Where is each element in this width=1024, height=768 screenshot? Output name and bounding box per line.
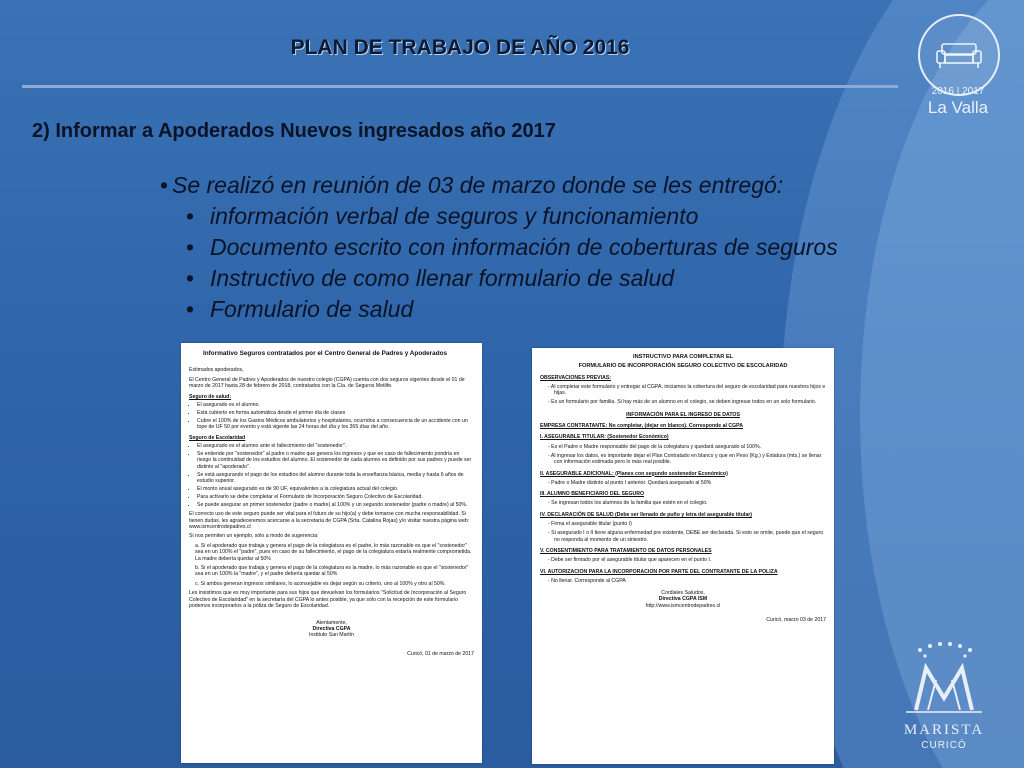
doc1-example: b. Si el apoderado que trabaja y genera el pago de la colegiatura es la madre, lo más razonable es que el "sostenedor" sea en un 100% la "madre", y el padre debería quedar al 50% — [195, 565, 469, 578]
logo-name: La Valla — [927, 98, 989, 117]
doc2-item: - Es el Padre o Madre responsable del pago de la colegiatura y quedará asegurado al 100%. — [548, 443, 762, 450]
marista-city: CURICÓ — [921, 740, 967, 751]
doc1-salud-list — [189, 402, 474, 431]
doc1-sign-line: Instituto San Martín — [309, 632, 354, 639]
doc2-title: FORMULARIO DE INCORPORACIÓN SEGURO COLECTIVO DE ESCOLARIDAD — [578, 363, 788, 370]
doc2-title: INSTRUCTIVO PARA COMPLETAR EL — [633, 354, 733, 360]
list-item: • Se puede asegurar un primer sostenedor (padre o madre) al 100% y un segundo sostenedor (padre o madre) al 50%. — [197, 502, 474, 508]
doc2-section-title: VI. AUTORIZACION PARA LA INCORPORACION POR PARTE DEL CONTRATANTE DE LA POLIZA — [540, 568, 778, 575]
marista-emblem-icon — [898, 640, 990, 720]
doc2-section-title: II. ASEGURABLE ADICIONAL: (Planes con segundo sostenedor Económico) — [540, 470, 728, 477]
bullet-dot: • — [186, 265, 195, 291]
sofa-icon — [934, 40, 984, 70]
list-item: • El asegurado es el alumno ante el fallecimiento del "sostenedor". — [197, 443, 474, 449]
doc2-section-title: INFORMACIÓN PARA EL INGRESO DE DATOS — [626, 411, 740, 418]
sub-bullet — [160, 294, 838, 325]
doc2-section-title: V. CONSENTIMIENTO PARA TRATAMIENTO DE DATOS PERSONALES — [540, 547, 712, 554]
la-valla-logo — [918, 14, 1000, 96]
doc2-item: - Es un formulario por familia. Si hay más de un alumno en el colegio, se deben ingresar todos en un solo formulario. — [548, 399, 817, 406]
logo-years: 2016 | 2017 — [931, 86, 985, 97]
doc2-signature — [540, 590, 826, 609]
bullet-dot: • — [186, 296, 195, 322]
doc2-item: - Firma el asegurable titular (punto I) — [548, 521, 632, 528]
doc2-section-title: IV. DECLARACIÓN DE SALUD (Debe ser llenado de puño y letra del asegurable titular) — [540, 511, 752, 518]
doc2-section-title: OBSERVACIONES PREVIAS: — [540, 374, 612, 381]
doc1-example: a. Si el apoderado que trabaja y genera el pago de la colegiatura es el padre, lo más razonable es que el "sostenedor" sea en un 100% el "padre", pues en caso de su fallecimiento, el pago de la colegiatura estaría realmente comprometida. La madre debería quedar al 50% — [195, 542, 472, 562]
slide-title: PLAN DE TRABAJO DE AÑO 2016 — [290, 36, 630, 59]
title-divider — [22, 85, 898, 88]
doc2-sign-line: http://www.ismcentrodepadres.cl — [645, 602, 721, 609]
doc1-greeting: Estimados apoderados, — [189, 367, 244, 374]
sub-bullet — [160, 232, 838, 263]
list-item: • Se entiende por "sostenedor" al padre o madre que genera los ingresos y que en caso de fallecimiento pondría en riesgo la continuidad de los estudios del alumno. El sostenedor de cada alumno es definido por sus padres y puede ser distinto al "apoderado". — [197, 451, 474, 470]
list-item: • Está cubierto en forma automática desde el primer día de clases — [197, 410, 474, 416]
doc2-item: - Si asegurado I o II tiene alguna enfermedad pre existente, DEBE ser declarada. Si esto se omite, puede que el seguro no responda al momento de un siniestro. — [548, 530, 824, 543]
doc1-date: Curicó, 01 de marzo de 2017 — [407, 650, 474, 657]
list-item: • El asegurado es el alumno. — [197, 402, 474, 408]
list-item: • Se está asegurando el pago de los estudios del alumno durante toda la enseñanza básica, media y hasta 6 años de estudio superior. — [197, 472, 474, 485]
sub-bullet — [160, 201, 838, 232]
doc2-section-title: EMPRESA CONTRATANTE: No completar, (dejar en blanco). Corresponde al CGPA — [540, 423, 744, 430]
bullet-dot: • — [186, 234, 195, 260]
doc2-item: - No llenar. Corresponde al CGPA — [548, 577, 626, 584]
doc1-title: Informativo Seguros contratados por el Centro General de Padres y Apoderados — [203, 350, 448, 357]
slide-subtitle: 2) Informar a Apoderados Nuevos ingresados año 2017 — [32, 120, 556, 142]
doc1-example: c. Si ambos generan ingresos similares, lo aconsejable es dejar según su criterio, uno al 100% y otro al 50%. — [195, 580, 446, 587]
doc1-sign-line: Atentamente, — [316, 619, 347, 626]
doc1-paragraph: Les insistimos que es muy importante para sus hijos que devuelvan los formularios "Solicitud de Incorporación al Seguro Colectivo de Escolaridad" en la secretaría del CGPA lo antes posible, ya que sólo con la recepción de este formulario podemos incorporarlos a la póliza de Seguro de Escolaridad. — [189, 590, 467, 610]
doc1-intro: El Centro General de Padres y Apoderados de nuestro colegio (CGPA) cuenta con dos seguros vigentes desde el 01 de marzo de 2017 hasta 28 de febrero de 2018, contratados con la Cía. de Seguros Metlife. — [189, 376, 465, 390]
doc2-item: - Debe ser firmado por el asegurable titular que aparecen en el punto I. — [548, 557, 712, 564]
sub-bullet-text: información verbal de seguros y funcionamiento — [210, 203, 699, 229]
doc2-date: Curicó, marzo 03 de 2017 — [766, 617, 826, 624]
doc1-escolaridad-title: Seguro de Escolaridad — [189, 434, 246, 441]
doc2-section-title: I. ASEGURABLE TITULAR: (Sostenedor Económico) — [540, 434, 669, 441]
doc2-item: - Al ingresar los datos, es importante dejar el Plan Contratado en blanco y que en Peso (Kg.) y Estatura (mts.) se llenar con información estimada pero lo más real posible. — [548, 452, 822, 466]
list-item: • Cubre el 100% de los Gastos Médicos ambulatorios y hospitalarios, ocurridos a consecuencia de un accidente con un tope de UF 50 por evento y está vigente las 24 horas del día y los 365 días del año. — [197, 418, 474, 431]
bullet-main — [160, 170, 838, 201]
doc2-sign-line: Directiva CGPA ISM — [658, 596, 708, 603]
doc2-item: - Padre o Madre distinto al punto I anterior. Quedará asegurado al 50% — [548, 479, 712, 486]
sub-bullet-text: Formulario de salud — [210, 296, 414, 322]
doc1-sign-line: Directiva CGPA — [312, 625, 351, 632]
doc2-item: - Al completar este formulario y entregar al CGPA, iniciamos la cobertura del seguro de escolaridad para nuestros hijos e hijas. — [548, 383, 826, 397]
bullet-list — [160, 170, 838, 325]
doc1-signature — [189, 620, 474, 639]
bullet-dot: • — [160, 172, 169, 198]
doc1-salud-title: Seguro de salud: — [189, 393, 232, 400]
doc2-item: - Se ingresan todos los alumnos de la familia que estén en el colegio. — [548, 500, 708, 507]
sub-bullet — [160, 263, 838, 294]
bullet-main-text: Se realizó en reunión de 03 de marzo donde se les entregó: — [172, 172, 784, 198]
list-item: • El monto anual asegurado es de 90 UF, equivalentes a la colegiatura actual del colegio. — [197, 486, 474, 492]
marista-name: MARISTA — [903, 722, 985, 738]
document-instructivo-formulario — [532, 348, 834, 764]
list-item: • Para activarlo se debe completar el Formulario de Incorporación Seguro Colectivo de Escolaridad. — [197, 494, 474, 500]
sub-bullet-text: Instructivo de como llenar formulario de salud — [210, 265, 675, 291]
document-informativo-seguros — [181, 343, 482, 763]
doc1-escolaridad-list — [189, 443, 474, 508]
sub-bullet-text: Documento escrito con información de coberturas de seguros — [210, 234, 838, 260]
bullet-dot: • — [186, 203, 195, 229]
doc2-sign-line: Cordiales Saludos, — [661, 590, 705, 597]
doc2-section-title: III. ALUMNO BENEFICIARIO DEL SEGURO — [540, 491, 645, 498]
doc1-paragraph: Si nos permiten un ejemplo, sólo a modo de sugerencia: — [189, 533, 319, 540]
doc1-paragraph: El correcto uso de este seguro puede ser vital para el futuro de su hijo(a) y debe tomarse con mucha responsabilidad. Si tienen dudas, les agradeceremos acercarse a la secretaria de CGPA (Srta. Catalina Rojas) y/o visitar nuestra página web: www.ismcentrodepadres.cl — [189, 511, 470, 531]
